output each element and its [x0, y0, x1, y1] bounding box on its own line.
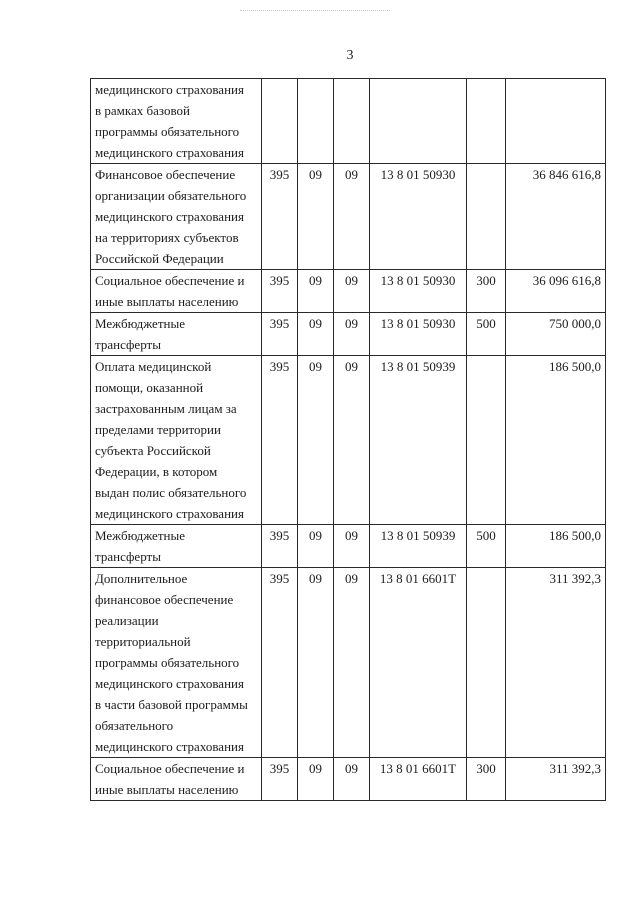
section-code-cell: 09: [298, 313, 334, 356]
grbs-code-cell: 395: [262, 164, 298, 270]
grbs-code-cell: [262, 79, 298, 164]
expense-type-cell: [467, 164, 506, 270]
item-name-line: помощи, оказанной: [95, 380, 204, 395]
section-code-cell: 09: [298, 758, 334, 801]
expense-type-cell: 500: [467, 313, 506, 356]
amount-cell: 311 392,3: [506, 568, 606, 758]
target-article-cell: 13 8 01 50939: [370, 525, 467, 568]
expense-type-cell: 300: [467, 270, 506, 313]
amount-cell: 311 392,3: [506, 758, 606, 801]
item-name-line: в части базовой программы: [95, 697, 248, 712]
item-name-line: реализации: [95, 613, 159, 628]
subsection-code-cell: 09: [334, 758, 370, 801]
grbs-code-cell: 395: [262, 356, 298, 525]
grbs-code-cell: 395: [262, 568, 298, 758]
item-name-line: обязательного: [95, 718, 174, 733]
target-article-cell: 13 8 01 50939: [370, 356, 467, 525]
expense-type-cell: 500: [467, 525, 506, 568]
table-row: [91, 270, 606, 313]
item-name-line: застрахованным лицам за: [95, 401, 237, 416]
amount-cell: 750 000,0: [506, 313, 606, 356]
item-name-line: медицинского страхования: [95, 82, 244, 97]
item-name-cell: [91, 79, 262, 164]
item-name-line: иные выплаты населению: [95, 782, 239, 797]
item-name-line: программы обязательного: [95, 655, 240, 670]
item-name-line: трансферты: [95, 549, 161, 564]
item-name-line: медицинского страхования: [95, 145, 244, 160]
item-name-cell: [91, 313, 262, 356]
item-name-line: Социальное обеспечение и: [95, 273, 245, 288]
item-name-line: программы обязательного: [95, 124, 240, 139]
item-name-line: медицинского страхования: [95, 506, 244, 521]
item-name-line: пределами территории: [95, 422, 221, 437]
table-row: [91, 758, 606, 801]
item-name-line: на территориях субъектов: [95, 230, 239, 245]
subsection-code-cell: 09: [334, 525, 370, 568]
section-code-cell: 09: [298, 164, 334, 270]
grbs-code-cell: 395: [262, 525, 298, 568]
section-code-cell: 09: [298, 356, 334, 525]
expense-type-cell: 300: [467, 758, 506, 801]
target-article-cell: 13 8 01 6601Т: [370, 758, 467, 801]
item-name-cell: [91, 164, 262, 270]
item-name-line: субъекта Российской: [95, 443, 211, 458]
amount-cell: 186 500,0: [506, 525, 606, 568]
amount-cell: 36 846 616,8: [506, 164, 606, 270]
target-article-cell: 13 8 01 50930: [370, 270, 467, 313]
target-article-cell: [370, 79, 467, 164]
grbs-code-cell: 395: [262, 758, 298, 801]
item-name-line: Российской Федерации: [95, 251, 224, 266]
table-row: [91, 313, 606, 356]
item-name-line: Межбюджетные: [95, 316, 185, 331]
item-name-line: Федерации, в котором: [95, 464, 218, 479]
section-code-cell: [298, 79, 334, 164]
item-name-line: Оплата медицинской: [95, 359, 212, 374]
item-name-line: Социальное обеспечение и: [95, 761, 245, 776]
item-name-line: иные выплаты населению: [95, 294, 239, 309]
amount-cell: 186 500,0: [506, 356, 606, 525]
item-name-line: финансовое обеспечение: [95, 592, 234, 607]
amount-cell: 36 096 616,8: [506, 270, 606, 313]
item-name-cell: [91, 525, 262, 568]
item-name-line: медицинского страхования: [95, 209, 244, 224]
table-row: [91, 525, 606, 568]
target-article-cell: 13 8 01 50930: [370, 313, 467, 356]
item-name-line: медицинского страхования: [95, 676, 244, 691]
item-name-line: Межбюджетные: [95, 528, 185, 543]
section-code-cell: 09: [298, 568, 334, 758]
subsection-code-cell: 09: [334, 568, 370, 758]
subsection-code-cell: 09: [334, 313, 370, 356]
scan-artifact: [240, 10, 390, 14]
subsection-code-cell: 09: [334, 270, 370, 313]
budget-table: [90, 78, 606, 801]
table-row: [91, 568, 606, 758]
expense-type-cell: [467, 356, 506, 525]
section-code-cell: 09: [298, 525, 334, 568]
table-body: [91, 79, 606, 801]
target-article-cell: 13 8 01 6601Т: [370, 568, 467, 758]
section-code-cell: 09: [298, 270, 334, 313]
item-name-line: Дополнительное: [95, 571, 188, 586]
grbs-code-cell: 395: [262, 270, 298, 313]
table-row: [91, 79, 606, 164]
item-name-cell: [91, 356, 262, 525]
amount-cell: [506, 79, 606, 164]
grbs-code-cell: 395: [262, 313, 298, 356]
item-name-line: Финансовое обеспечение: [95, 167, 236, 182]
item-name-cell: [91, 758, 262, 801]
subsection-code-cell: [334, 79, 370, 164]
item-name-line: медицинского страхования: [95, 739, 244, 754]
table-row: [91, 356, 606, 525]
item-name-line: в рамках базовой: [95, 103, 190, 118]
subsection-code-cell: 09: [334, 356, 370, 525]
expense-type-cell: [467, 568, 506, 758]
item-name-line: трансферты: [95, 337, 161, 352]
subsection-code-cell: 09: [334, 164, 370, 270]
page-number: 3: [346, 48, 354, 63]
item-name-cell: [91, 568, 262, 758]
table-row: [91, 164, 606, 270]
target-article-cell: 13 8 01 50930: [370, 164, 467, 270]
expense-type-cell: [467, 79, 506, 164]
item-name-line: организации обязательного: [95, 188, 247, 203]
item-name-line: выдан полис обязательного: [95, 485, 247, 500]
item-name-cell: [91, 270, 262, 313]
item-name-line: территориальной: [95, 634, 191, 649]
